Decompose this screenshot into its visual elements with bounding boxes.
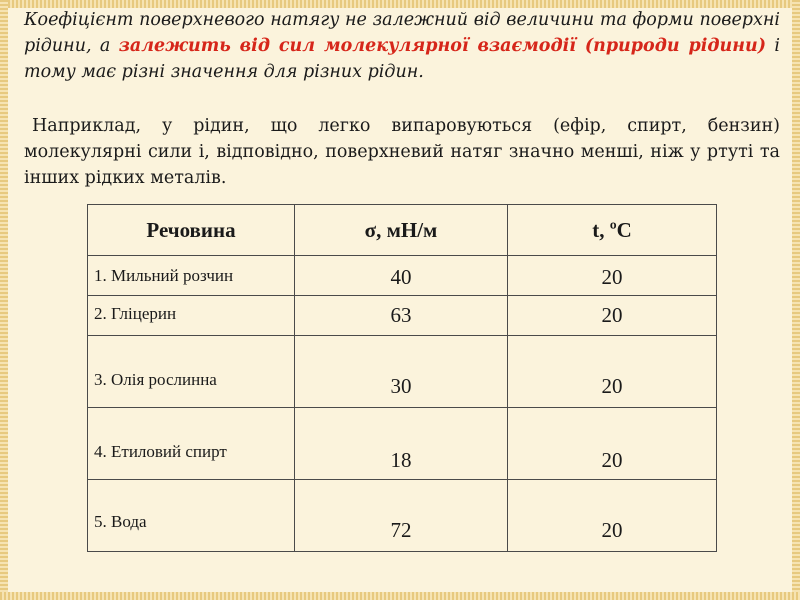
temperature-value: 20 (508, 408, 717, 480)
sigma-value: 63 (295, 296, 508, 336)
temperature-value: 20 (508, 296, 717, 336)
table-row (88, 336, 717, 408)
paragraph-text-part1: Коефіцієнт поверхневого натягу не залежний від величини та форми поверхні рідини, а (24, 10, 780, 56)
header-sigma: σ, мН/м (295, 205, 508, 256)
paragraph-text-part2: і тому має різні значення для різних рідин. (24, 36, 780, 82)
decorative-border-left (0, 0, 8, 600)
table-row (88, 296, 717, 336)
table-header-row (88, 205, 717, 256)
substance-name: 5. Вода (88, 480, 295, 552)
substance-name: 4. Етиловий спирт (88, 408, 295, 480)
temperature-value: 20 (508, 336, 717, 408)
surface-tension-table (87, 204, 717, 552)
decorative-border-bottom (0, 592, 800, 600)
decorative-border-right (792, 0, 800, 600)
temperature-value: 20 (508, 256, 717, 296)
header-temperature: t, ºС (508, 205, 717, 256)
header-substance: Речовина (88, 205, 295, 256)
temperature-value: 20 (508, 480, 717, 552)
sigma-value: 40 (295, 256, 508, 296)
paragraph-surface-tension-definition (24, 7, 780, 85)
sigma-value: 18 (295, 408, 508, 480)
substance-name: 3. Олія рослинна (88, 336, 295, 408)
highlighted-text: залежить від сил молекулярної взаємодії (природи рідини) (118, 36, 767, 56)
table-row (88, 480, 717, 552)
table-row (88, 408, 717, 480)
table-row (88, 256, 717, 296)
paragraph-example: Наприклад, у рідин, що легко випаровуються (ефір, спирт, бензин) молекулярні сили і, відповідно, поверхневий натяг значно менші, ніж у ртуті та інших рідких металів. (24, 116, 780, 188)
substance-name: 2. Гліцерин (88, 296, 295, 336)
sigma-value: 72 (295, 480, 508, 552)
sigma-value: 30 (295, 336, 508, 408)
substance-name: 1. Мильний розчин (88, 256, 295, 296)
